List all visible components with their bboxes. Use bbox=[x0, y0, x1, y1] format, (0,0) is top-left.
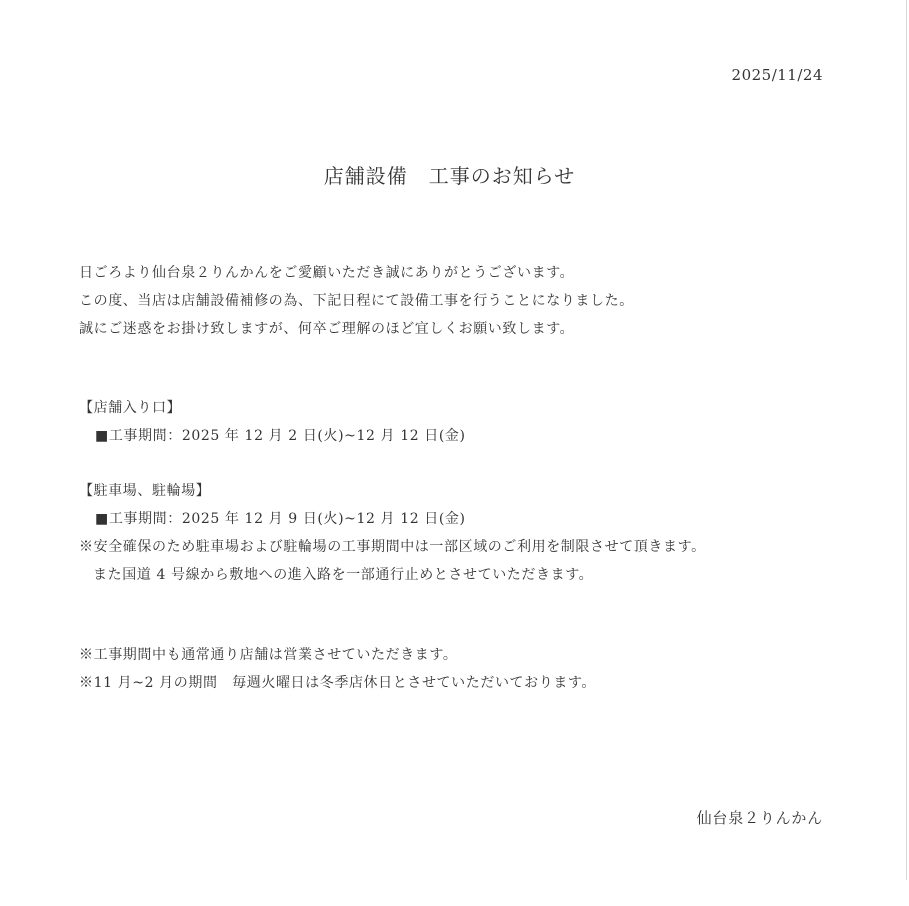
note-line: ※工事期間中も通常通り店舗は営業させていただきます。 bbox=[79, 647, 458, 663]
store-signature: 仙台泉２りんかん bbox=[696, 809, 823, 827]
parking-heading: 【駐車場、駐輪場】 bbox=[79, 483, 211, 499]
note-line: ※11 月~2 月の期間 毎週火曜日は冬季店休日とさせていただいております。 bbox=[79, 675, 597, 691]
intro-paragraph bbox=[79, 259, 634, 343]
parking-period: ■工事期間：2025 年 12 月 9 日(火)~12 月 12 日(金) bbox=[95, 511, 466, 527]
entrance-heading: 【店舗入り口】 bbox=[79, 400, 182, 416]
entrance-period: ■工事期間：2025 年 12 月 2 日(火)~12 月 12 日(金) bbox=[95, 428, 466, 444]
parking-note: ※安全確保のため駐車場および駐輪場の工事期間中は一部区域のご利用を制限させて頂きます。 bbox=[79, 539, 706, 555]
intro-line: 日ごろより仙台泉２りんかんをご愛顧いただき誠にありがとうございます。 bbox=[79, 265, 575, 281]
footer-notes bbox=[79, 641, 596, 697]
intro-line: この度、当店は店舗設備補修の為、下記日程にて設備工事を行うことになりました。 bbox=[79, 293, 634, 309]
page-edge-line bbox=[906, 0, 907, 880]
entrance-section bbox=[79, 394, 466, 450]
notice-date: 2025/11/24 bbox=[731, 66, 823, 84]
parking-section bbox=[79, 477, 706, 589]
notice-title: 店舗設備 工事のお知らせ bbox=[323, 164, 576, 188]
parking-note-continued: また国道 4 号線から敷地への進入路を一部通行止めとさせていただきます。 bbox=[93, 567, 594, 583]
intro-line: 誠にご迷惑をお掛け致しますが、何卒ご理解のほど宜しくお願い致します。 bbox=[79, 321, 575, 337]
